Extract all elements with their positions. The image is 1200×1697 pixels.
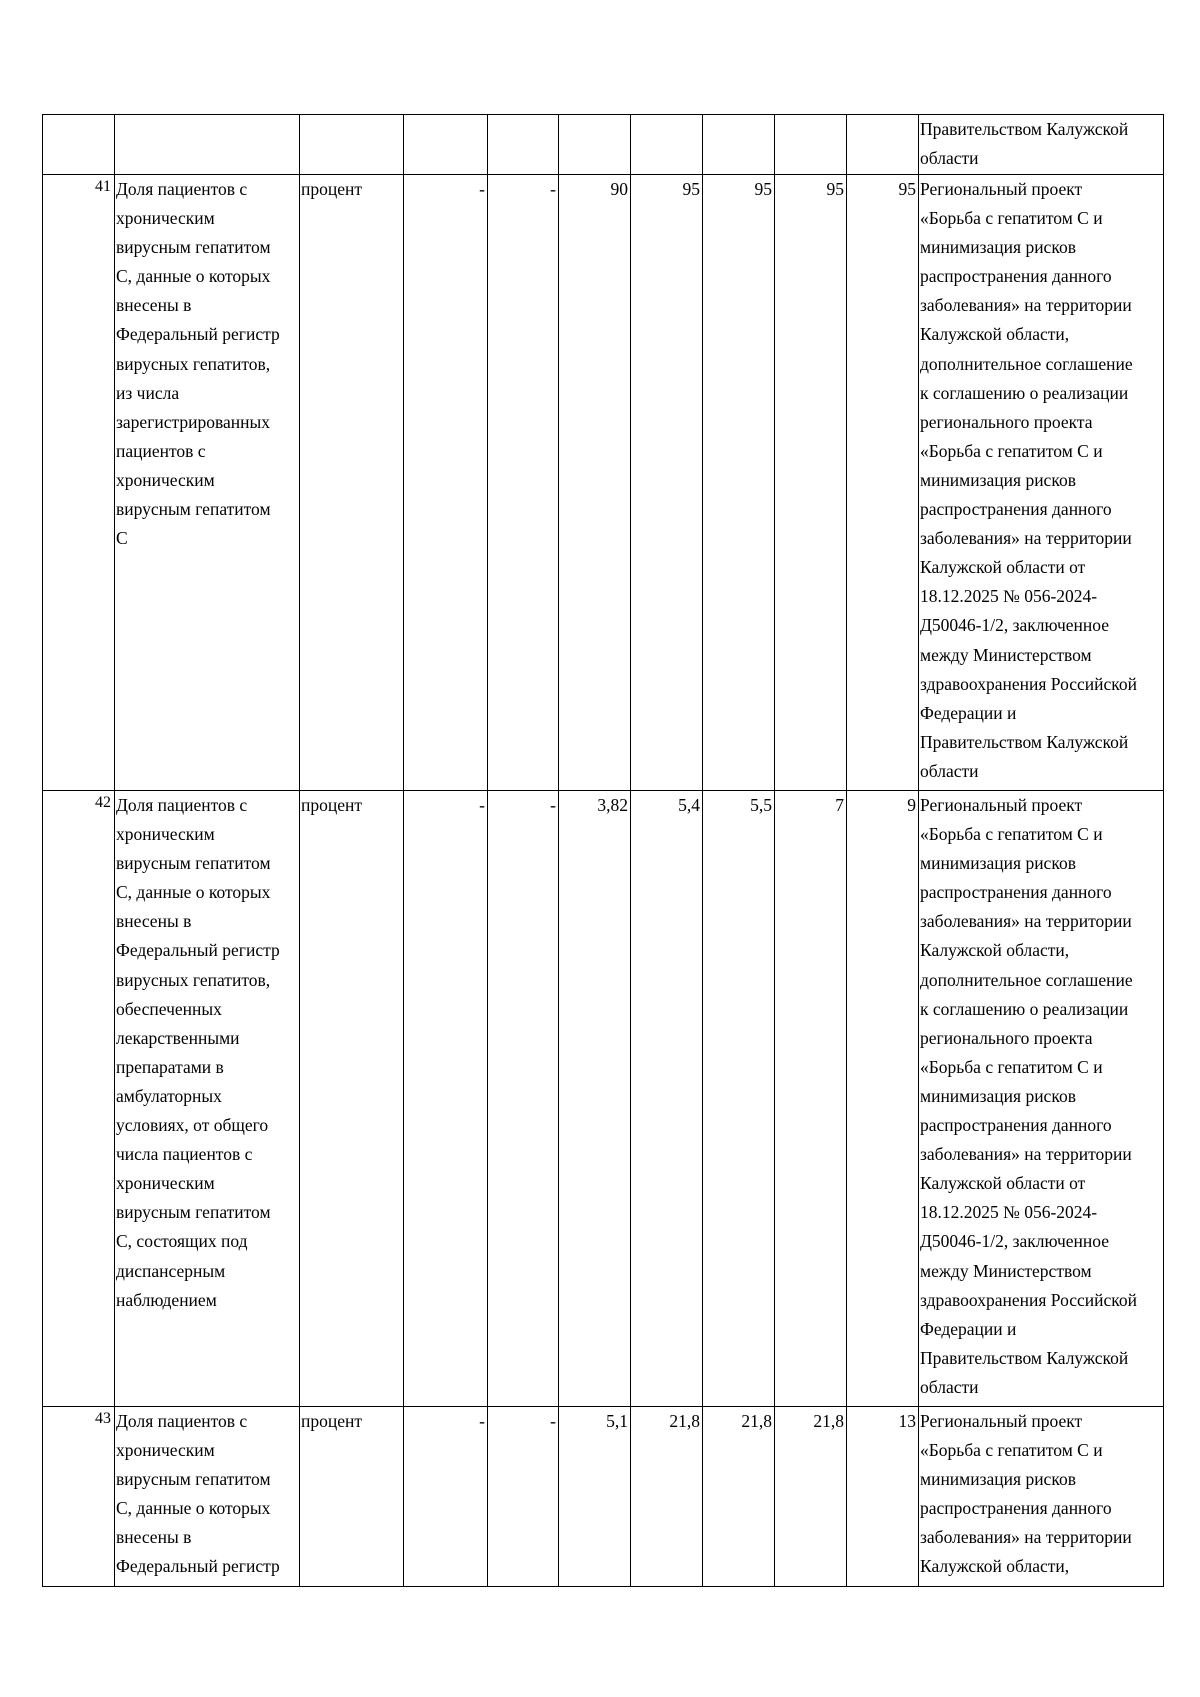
cell-num: [43, 115, 115, 175]
row-number: 41: [43, 175, 115, 791]
cell-value: [847, 115, 919, 175]
value-1: -: [404, 175, 488, 791]
cell-value: [559, 115, 631, 175]
value-4: 5,4: [631, 791, 703, 1407]
value-3: 3,82: [559, 791, 631, 1407]
source-document: Региональный проект «Борьба с гепатитом С и минимизация рисков распространения данного заболевания» на территории Калужской области,: [919, 1407, 1164, 1587]
value-7: 95: [847, 175, 919, 791]
table-row: [43, 791, 1164, 1407]
value-5: 95: [703, 175, 775, 791]
value-6: 95: [775, 175, 847, 791]
indicators-table: [42, 114, 1164, 1587]
value-4: 95: [631, 175, 703, 791]
unit: процент: [300, 791, 404, 1407]
cell-name: [115, 115, 300, 175]
value-2: -: [488, 791, 559, 1407]
cell-value: [775, 115, 847, 175]
indicator-name: Доля пациентов с хроническим вирусным гепатитом С, данные о которых внесены в Федеральный регистр: [115, 1407, 300, 1587]
cell-source: Правительством Калужской области: [919, 115, 1164, 175]
indicator-name: Доля пациентов с хроническим вирусным гепатитом С, данные о которых внесены в Федеральный регистр вирусных гепатитов, из числа зарегистрированных пациентов с хроническим вирусным гепатитом С: [115, 175, 300, 791]
value-5: 5,5: [703, 791, 775, 1407]
value-7: 13: [847, 1407, 919, 1587]
value-2: -: [488, 1407, 559, 1587]
source-document: Региональный проект «Борьба с гепатитом С и минимизация рисков распространения данного заболевания» на территории Калужской области, дополнительное соглашение к соглашению о реализации регионального проекта «Борьба с гепатитом С и минимизация рисков распространения данного заболевания» на территории Калужской области от 18.12.2025 № 056-2024- Д50046-1/2, заключенное между Министерством здравоохранения Российской Федерации и Правительством Калужской области: [919, 791, 1164, 1407]
value-4: 21,8: [631, 1407, 703, 1587]
table-row: [43, 1407, 1164, 1587]
value-2: -: [488, 175, 559, 791]
unit: процент: [300, 175, 404, 791]
indicator-name: Доля пациентов с хроническим вирусным гепатитом С, данные о которых внесены в Федеральный регистр вирусных гепатитов, обеспеченных лекарственными препаратами в амбулаторных условиях, от общего числа пациентов с хроническим вирусным гепатитом С, состоящих под диспансерным наблюдением: [115, 791, 300, 1407]
value-3: 90: [559, 175, 631, 791]
table-row: [43, 175, 1164, 791]
cell-value: [404, 115, 488, 175]
value-6: 7: [775, 791, 847, 1407]
value-3: 5,1: [559, 1407, 631, 1587]
source-document: Региональный проект «Борьба с гепатитом С и минимизация рисков распространения данного заболевания» на территории Калужской области, дополнительное соглашение к соглашению о реализации регионального проекта «Борьба с гепатитом С и минимизация рисков распространения данного заболевания» на территории Калужской области от 18.12.2025 № 056-2024- Д50046-1/2, заключенное между Министерством здравоохранения Российской Федерации и Правительством Калужской области: [919, 175, 1164, 791]
value-5: 21,8: [703, 1407, 775, 1587]
value-1: -: [404, 791, 488, 1407]
cell-value: [631, 115, 703, 175]
unit: процент: [300, 1407, 404, 1587]
row-number: 42: [43, 791, 115, 1407]
table-row-continuation: [43, 115, 1164, 175]
cell-value: [488, 115, 559, 175]
row-number: 43: [43, 1407, 115, 1587]
value-1: -: [404, 1407, 488, 1587]
cell-value: [703, 115, 775, 175]
cell-unit: [300, 115, 404, 175]
value-7: 9: [847, 791, 919, 1407]
value-6: 21,8: [775, 1407, 847, 1587]
